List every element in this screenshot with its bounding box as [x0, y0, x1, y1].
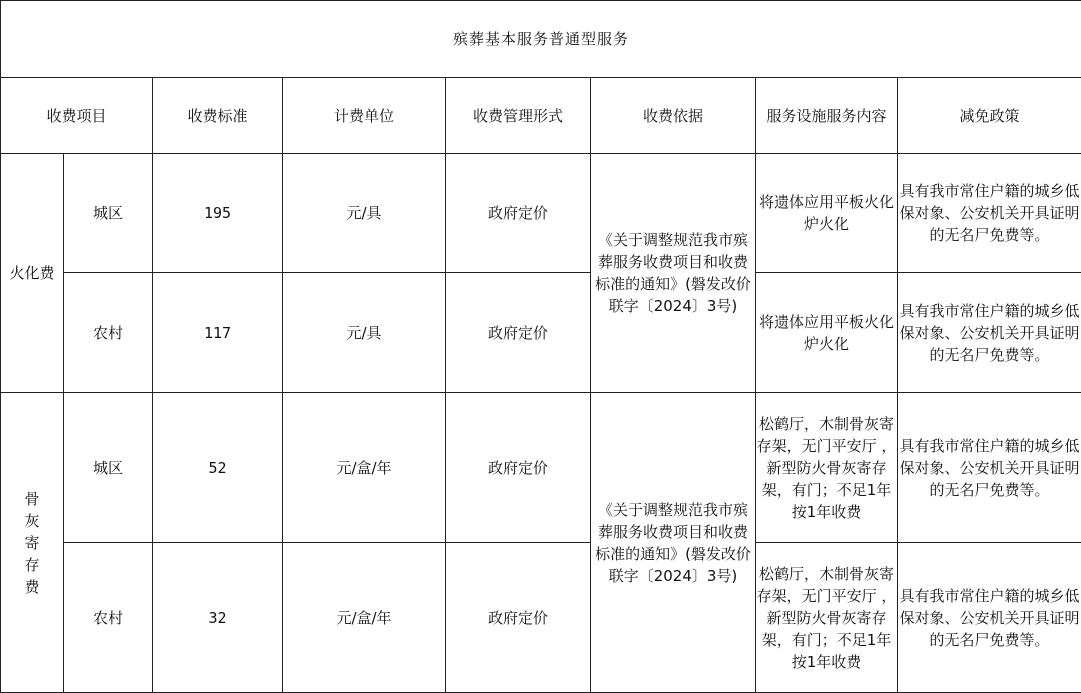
table-row — [1, 154, 1081, 273]
table-row — [1, 273, 1081, 393]
exemption-cell: 具有我市常住户籍的城乡低保对象、公安机关开具证明的无名尸免费等。 — [898, 273, 1081, 393]
management-cell: 政府定价 — [446, 154, 591, 273]
header-unit: 计费单位 — [283, 78, 446, 154]
management-cell: 政府定价 — [446, 273, 591, 393]
table-row — [1, 393, 1081, 543]
header-standard: 收费标准 — [153, 78, 283, 154]
basis-cell: 《关于调整规范我市殡葬服务收费项目和收费标准的通知》(磐发改价联字〔2024〕3号) — [591, 393, 756, 693]
facility-cell: 将遗体应用平板火化炉火化 — [756, 154, 898, 273]
unit-cell: 元/具 — [283, 154, 446, 273]
unit-cell: 元/盒/年 — [283, 543, 446, 693]
group-name-ash-storage — [1, 393, 64, 693]
area-cell: 城区 — [64, 154, 153, 273]
area-cell: 农村 — [64, 543, 153, 693]
unit-cell: 元/盒/年 — [283, 393, 446, 543]
page-title: 殡葬基本服务普通型服务 — [1, 1, 1081, 78]
table-row — [1, 543, 1081, 693]
facility-cell: 松鹤厅，木制骨灰寄存架，无门平安厅 ，新型防火骨灰寄存架，有门；不足1年按1年收费 — [756, 393, 898, 543]
standard-cell: 117 — [153, 273, 283, 393]
management-cell: 政府定价 — [446, 543, 591, 693]
header-management: 收费管理形式 — [446, 78, 591, 154]
unit-cell: 元/具 — [283, 273, 446, 393]
standard-cell: 195 — [153, 154, 283, 273]
basis-cell: 《关于调整规范我市殡葬服务收费项目和收费标准的通知》(磐发改价联字〔2024〕3号) — [591, 154, 756, 393]
management-cell: 政府定价 — [446, 393, 591, 543]
group-name-cremation: 火化费 — [1, 154, 64, 393]
facility-cell: 松鹤厅，木制骨灰寄存架，无门平安厅 ，新型防火骨灰寄存架，有门；不足1年按1年收费 — [756, 543, 898, 693]
exemption-cell: 具有我市常住户籍的城乡低保对象、公安机关开具证明的无名尸免费等。 — [898, 154, 1081, 273]
header-item: 收费项目 — [1, 78, 153, 154]
standard-cell: 52 — [153, 393, 283, 543]
header-exemption: 减免政策 — [898, 78, 1081, 154]
header-row — [1, 78, 1081, 154]
exemption-cell: 具有我市常住户籍的城乡低保对象、公安机关开具证明的无名尸免费等。 — [898, 393, 1081, 543]
standard-cell: 32 — [153, 543, 283, 693]
exemption-cell: 具有我市常住户籍的城乡低保对象、公安机关开具证明的无名尸免费等。 — [898, 543, 1081, 693]
facility-cell: 将遗体应用平板火化炉火化 — [756, 273, 898, 393]
area-cell: 城区 — [64, 393, 153, 543]
header-basis: 收费依据 — [591, 78, 756, 154]
area-cell: 农村 — [64, 273, 153, 393]
title-row — [1, 1, 1081, 78]
group-name-vertical-text: 骨灰寄存费 — [24, 489, 40, 596]
header-facility: 服务设施服务内容 — [756, 78, 898, 154]
